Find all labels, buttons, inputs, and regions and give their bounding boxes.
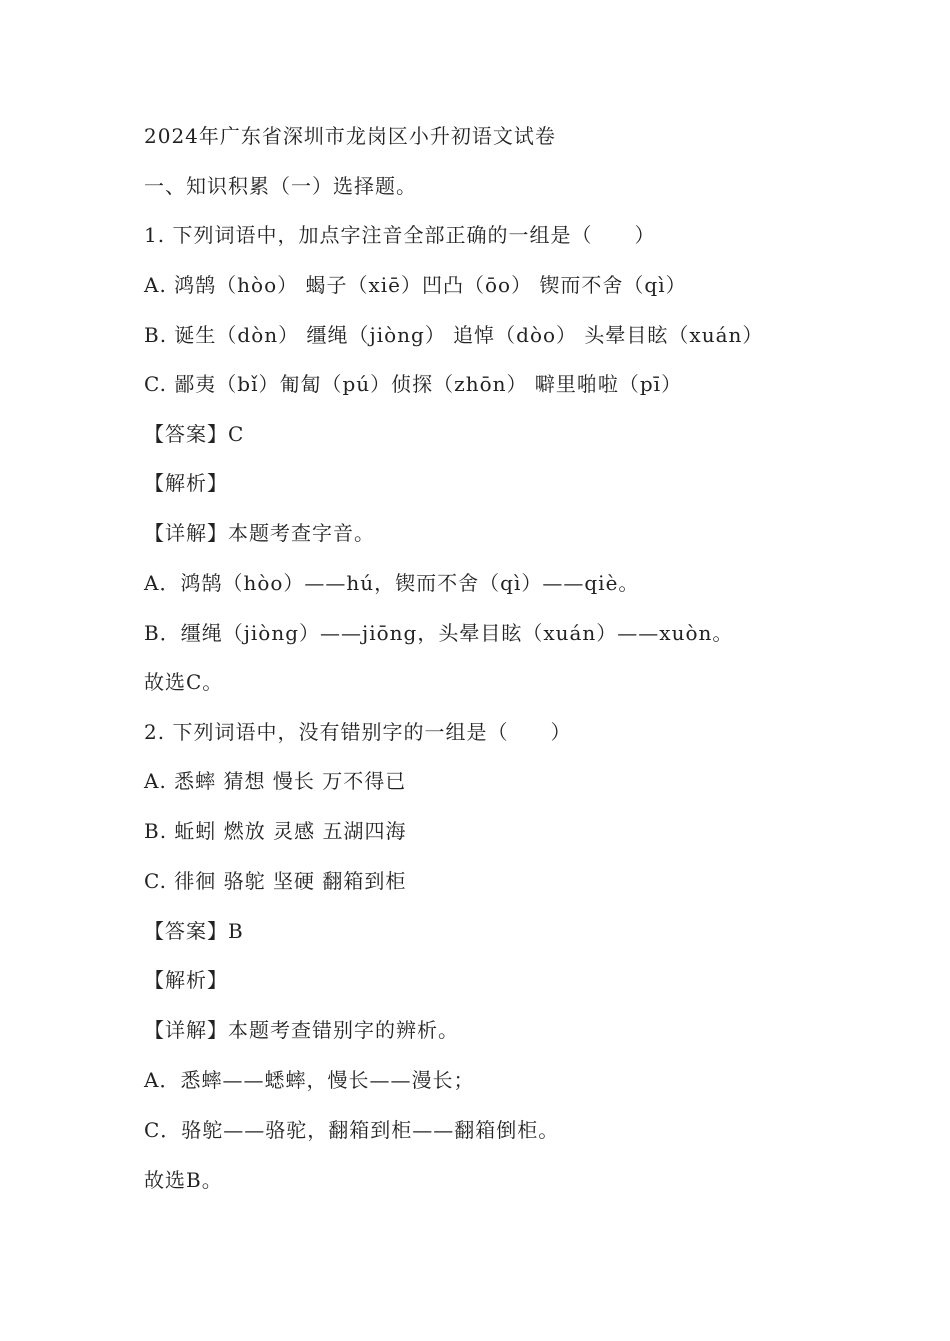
question-1-explanation-b: B．缰绳（jiòng）——jiōng，头晕目眩（xuán）——xuòn。 <box>144 621 734 645</box>
question-2-explanation-a: A．悉蟀——蟋蟀，慢长——漫长； <box>144 1068 475 1092</box>
question-1-option-b: B. 诞生（dòn） 缰绳（jiòng） 追悼（dòo） 头晕目眩（xuán） <box>144 323 764 347</box>
question-1-conclusion: 故选C。 <box>144 670 224 694</box>
question-2-stem: 2. 下列词语中，没有错别字的一组是（ ） <box>144 720 572 744</box>
section-heading: 一、知识积累（一）选择题。 <box>144 174 417 198</box>
question-2-option-a: A. 悉蟀 猜想 慢长 万不得已 <box>144 769 407 793</box>
question-2-option-b: B. 蚯蚓 燃放 灵感 五湖四海 <box>144 819 407 843</box>
question-2-option-c: C. 徘徊 骆鸵 坚硬 翻箱到柜 <box>144 869 407 893</box>
question-2-analysis-label: 【解析】 <box>144 968 228 992</box>
question-2-answer: 【答案】B <box>144 919 244 943</box>
question-1-option-a: A. 鸿鹄（hòo） 蝎子（xiē）凹凸（ōo） 锲而不舍（qì） <box>144 273 687 297</box>
question-1-option-c: C. 鄙夷（bǐ）匍匐（pú）侦探（zhōn） 噼里啪啦（pī） <box>144 372 683 396</box>
question-1-detail: 【详解】本题考查字音。 <box>144 521 375 545</box>
question-1-explanation-a: A．鸿鹄（hòo）——hú，锲而不舍（qì）——qiè。 <box>144 571 640 595</box>
question-2-detail: 【详解】本题考查错别字的辨析。 <box>144 1018 459 1042</box>
question-1-analysis-label: 【解析】 <box>144 471 228 495</box>
question-1-stem: 1. 下列词语中，加点字注音全部正确的一组是（ ） <box>144 223 656 247</box>
document-title: 2024年广东省深圳市龙岗区小升初语文试卷 <box>144 124 556 148</box>
question-2-conclusion: 故选B。 <box>144 1168 223 1192</box>
question-1-answer: 【答案】C <box>144 422 245 446</box>
question-2-explanation-c: C．骆鸵——骆驼，翻箱到柜——翻箱倒柜。 <box>144 1118 560 1142</box>
